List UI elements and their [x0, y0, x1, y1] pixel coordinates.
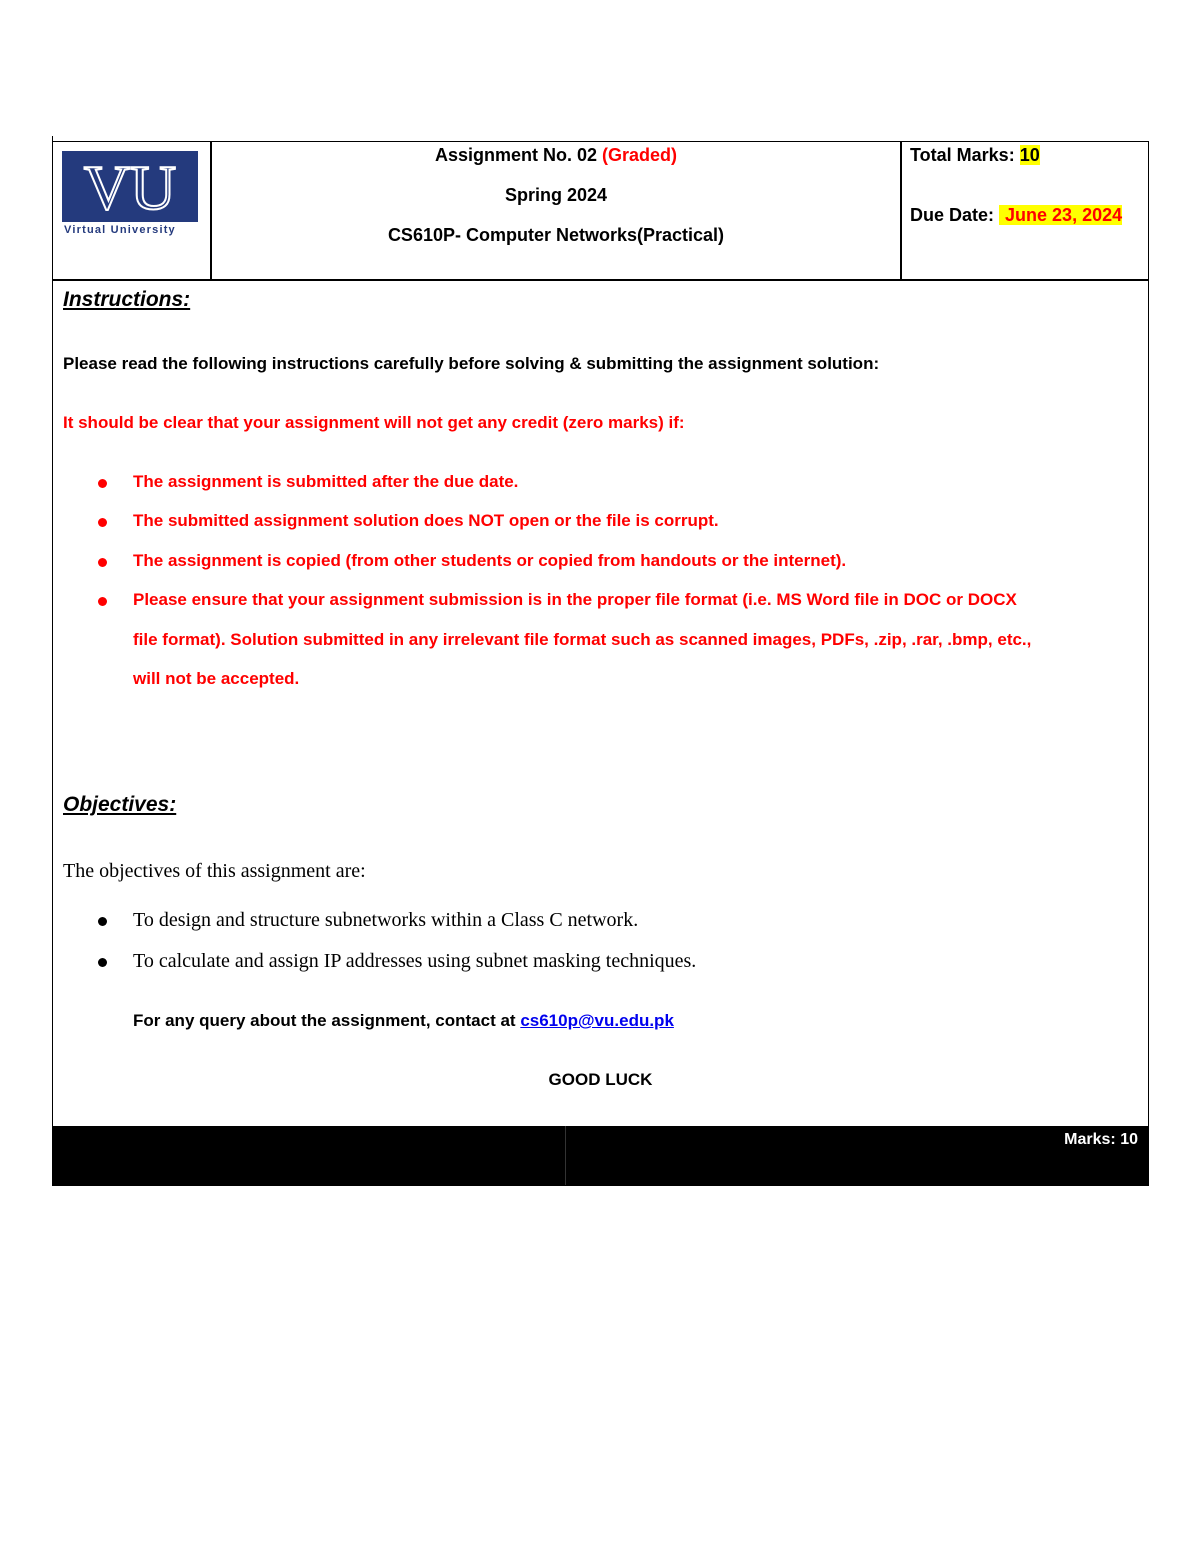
instruction-bullet-2: The submitted assignment solution does NOT open or the file is corrupt. [133, 511, 719, 530]
bullet-icon [98, 958, 107, 967]
instruction-bullet-3: The assignment is copied (from other students or copied from handouts or the internet). [133, 551, 847, 570]
total-marks-value: 10 [1019, 145, 1040, 165]
total-marks-label: Total Marks: [910, 145, 1015, 165]
bullet-icon [98, 917, 107, 926]
due-date-label: Due Date: [910, 205, 995, 225]
instruction-bullet-4: Please ensure that your assignment submission is in the proper file format (i.e. MS Word file in DOC or DOCX [133, 590, 1017, 609]
due-date-value: June 23, 2024 [999, 205, 1122, 225]
good-luck: GOOD LUCK [548, 1070, 653, 1089]
contact-email-link[interactable]: cs610p@vu.edu.pk [520, 1011, 674, 1030]
assignment-number [212, 145, 900, 166]
logo-subtitle: Virtual University [64, 224, 176, 236]
bullet-icon [98, 518, 107, 527]
total-marks [910, 145, 1040, 166]
query-text: For any query about the assignment, contact at [133, 1011, 516, 1030]
instruction-bullet-4-line-3: will not be accepted. [133, 669, 300, 688]
footer-divider [565, 1126, 566, 1185]
instruction-bullet-1: The assignment is submitted after the due date. [133, 472, 519, 491]
bullet-icon [98, 597, 107, 606]
query-contact [133, 1011, 674, 1031]
due-date [910, 205, 1122, 226]
instructions-intro: Please read the following instructions carefully before solving & submitting the assignment solution: [63, 354, 880, 373]
assignment-prefix: Assignment No. 02 [434, 145, 597, 165]
header-bottom-border [52, 279, 1149, 281]
vu-logo [62, 151, 198, 239]
instructions-title: Instructions: [63, 288, 191, 311]
objectives-intro: The objectives of this assignment are: [63, 860, 366, 882]
objectives-title: Objectives: [63, 793, 177, 816]
bullet-icon [98, 479, 107, 488]
vu-logo-mark [62, 151, 198, 222]
objective-item-2: To calculate and assign IP addresses using subnet masking techniques. [133, 950, 697, 972]
footer-marks: Marks: 10 [1064, 1131, 1138, 1148]
vu-logo-letters [62, 151, 198, 222]
course-title: CS610P- Computer Networks(Practical) [387, 225, 725, 245]
header-divider-right [900, 141, 902, 280]
graded-label: (Graded) [602, 145, 678, 165]
bullet-icon [98, 558, 107, 567]
instruction-bullet-4-line-2: file format). Solution submitted in any irrelevant file format such as scanned images, PDFs, .zip, .rar, .bmp, etc., [133, 630, 1032, 649]
credit-warning: It should be clear that your assignment will not get any credit (zero marks) if: [63, 413, 685, 432]
footer-bar [53, 1126, 1148, 1185]
term-label: Spring 2024 [504, 185, 608, 205]
logo-text: VU [83, 152, 177, 222]
objective-item-1: To design and structure subnetworks within a Class C network. [133, 909, 639, 931]
